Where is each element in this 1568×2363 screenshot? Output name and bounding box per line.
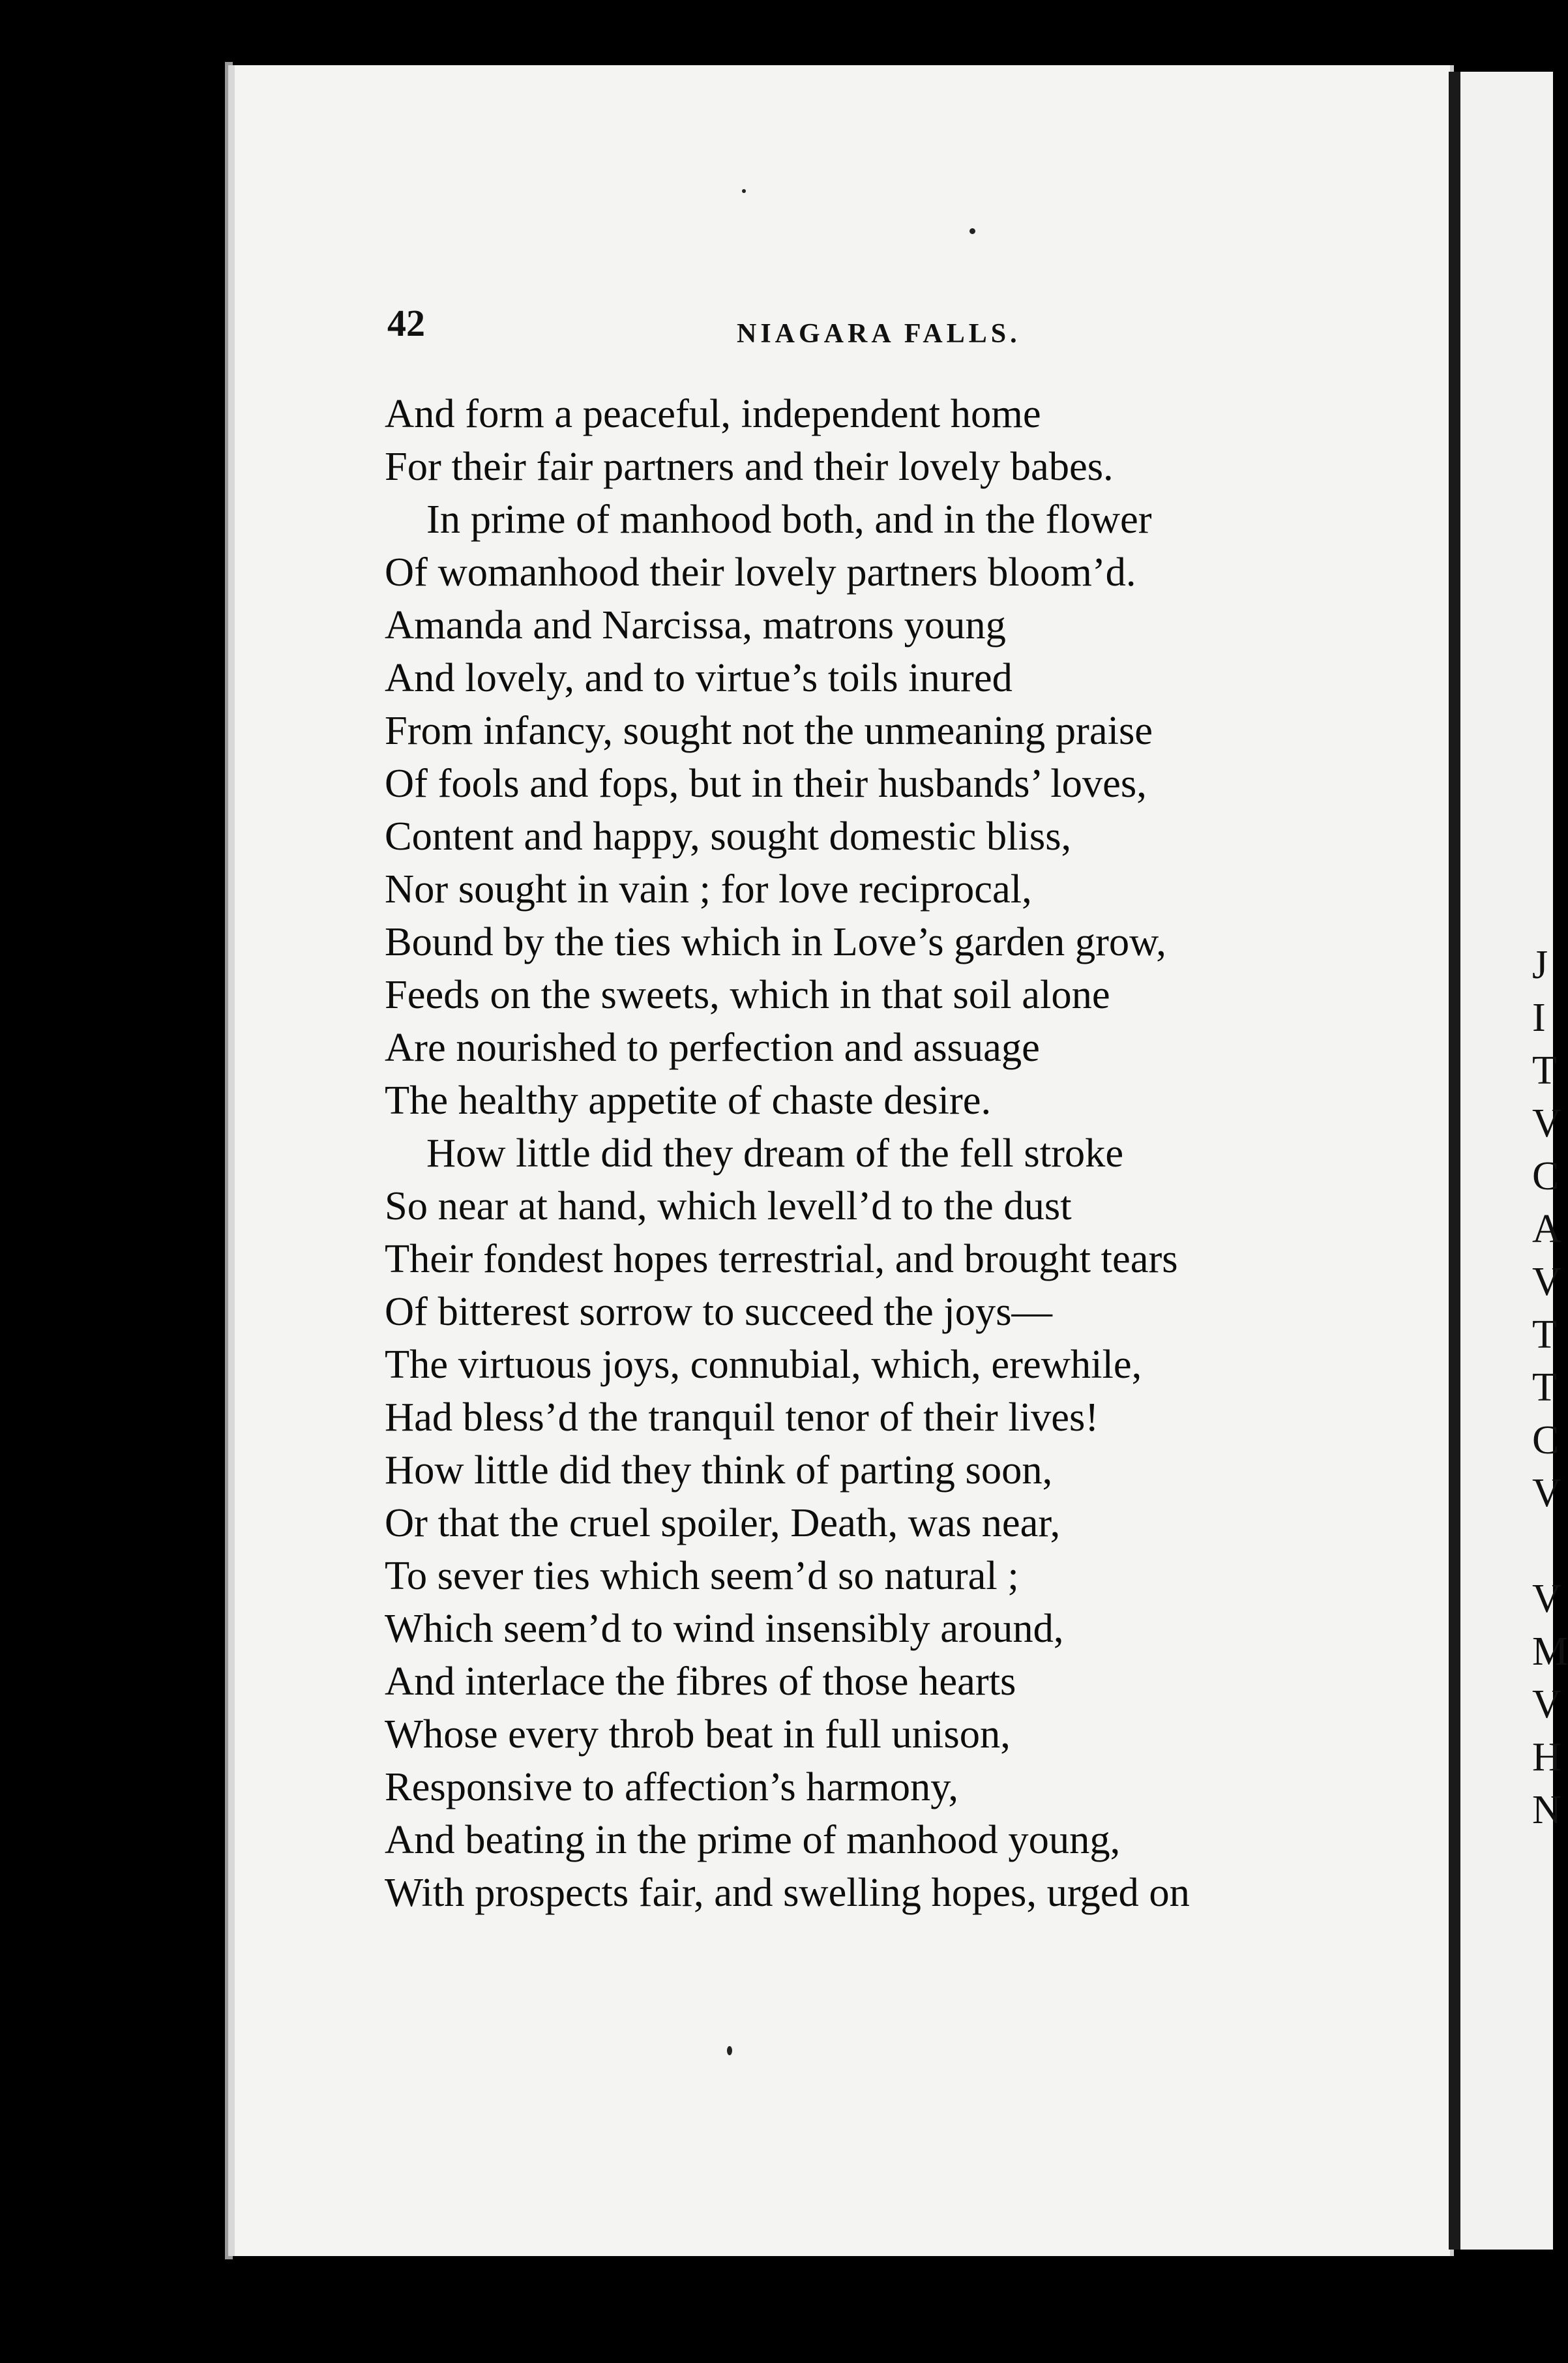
facing-page-letter: T (1532, 1048, 1557, 1093)
poem-line: Bound by the ties which in Love’s garden grow, (385, 919, 1166, 964)
poem-line: Whose every throb beat in full unison, (385, 1711, 1011, 1757)
poem-line: With prospects fair, and swelling hopes, urged on (385, 1869, 1190, 1915)
facing-page-letter (1532, 1520, 1568, 1573)
print-speck (727, 2046, 732, 2055)
facing-page-letter: N (1532, 1788, 1561, 1832)
poem-line: Nor sought in vain ; for love reciprocal, (385, 866, 1032, 912)
poem-line: Or that the cruel spoiler, Death, was near, (385, 1500, 1061, 1545)
print-speck (742, 189, 746, 193)
poem-line: Responsive to affection’s harmony, (385, 1764, 959, 1809)
poem-line: The virtuous joys, connubial, which, erewhile, (385, 1341, 1142, 1387)
poem-line: To sever ties which seem’d so natural ; (385, 1553, 1019, 1598)
poem-line: Of womanhood their lovely partners bloom’d. (385, 549, 1136, 595)
facing-page-letter: H (1532, 1735, 1561, 1779)
poem-line: In prime of manhood both, and in the flower (426, 496, 1152, 542)
poem-line: Feeds on the sweets, which in that soil alone (385, 972, 1110, 1017)
poem-line: Which seem’d to wind insensibly around, (385, 1605, 1064, 1651)
poem-line: From infancy, sought not the unmeaning praise (385, 707, 1153, 753)
facing-page-letter: V (1532, 1260, 1561, 1304)
facing-page-letters (1532, 939, 1568, 1837)
facing-page-letter: V (1532, 1682, 1561, 1727)
poem-line: For their fair partners and their lovely babes. (385, 443, 1114, 489)
poem-line: So near at hand, which levell’d to the dust (385, 1183, 1072, 1228)
poem-line: Are nourished to perfection and assuage (385, 1024, 1040, 1070)
poem-line: And form a peaceful, independent home (385, 391, 1041, 436)
poem-line: Had bless’d the tranquil tenor of their lives! (385, 1394, 1099, 1440)
poem-line: Of fools and fops, but in their husbands’ loves, (385, 760, 1147, 806)
facing-page-letter: I (1532, 996, 1546, 1040)
facing-page-letter: A (1532, 1207, 1561, 1251)
poem-line: And beating in the prime of manhood young, (385, 1817, 1121, 1862)
facing-page-letter: C (1532, 1418, 1560, 1463)
facing-page-letter: C (1532, 1154, 1560, 1198)
poem-line: And interlace the fibres of those hearts (385, 1658, 1016, 1704)
facing-page-letter: M (1532, 1629, 1568, 1674)
poem-line: Amanda and Narcissa, matrons young (385, 602, 1006, 647)
poem-text (385, 387, 1402, 1919)
poem-line: The healthy appetite of chaste desire. (385, 1077, 992, 1123)
facing-page-letter: V (1532, 1577, 1561, 1621)
facing-page-letter: V (1532, 1101, 1561, 1146)
poem-line: Their fondest hopes terrestrial, and brought tears (385, 1236, 1178, 1281)
poem-line: And lovely, and to virtue’s toils inured (385, 655, 1013, 700)
poem-line: How little did they dream of the fell stroke (426, 1130, 1124, 1176)
poem-line: How little did they think of parting soon, (385, 1447, 1053, 1493)
poem-line: Content and happy, sought domestic bliss, (385, 813, 1072, 859)
facing-page-letter: J (1532, 943, 1548, 987)
facing-page-letter: T (1532, 1365, 1557, 1410)
facing-page-letter: V (1532, 1471, 1561, 1515)
running-head: NIAGARA FALLS. (737, 319, 1021, 349)
book-gutter (1449, 72, 1460, 2250)
page-header (387, 301, 1300, 353)
page-number: 42 (387, 302, 425, 344)
poem-line: Of bitterest sorrow to succeed the joys— (385, 1288, 1053, 1334)
print-speck (969, 228, 975, 234)
facing-page-letter: T (1532, 1313, 1557, 1357)
